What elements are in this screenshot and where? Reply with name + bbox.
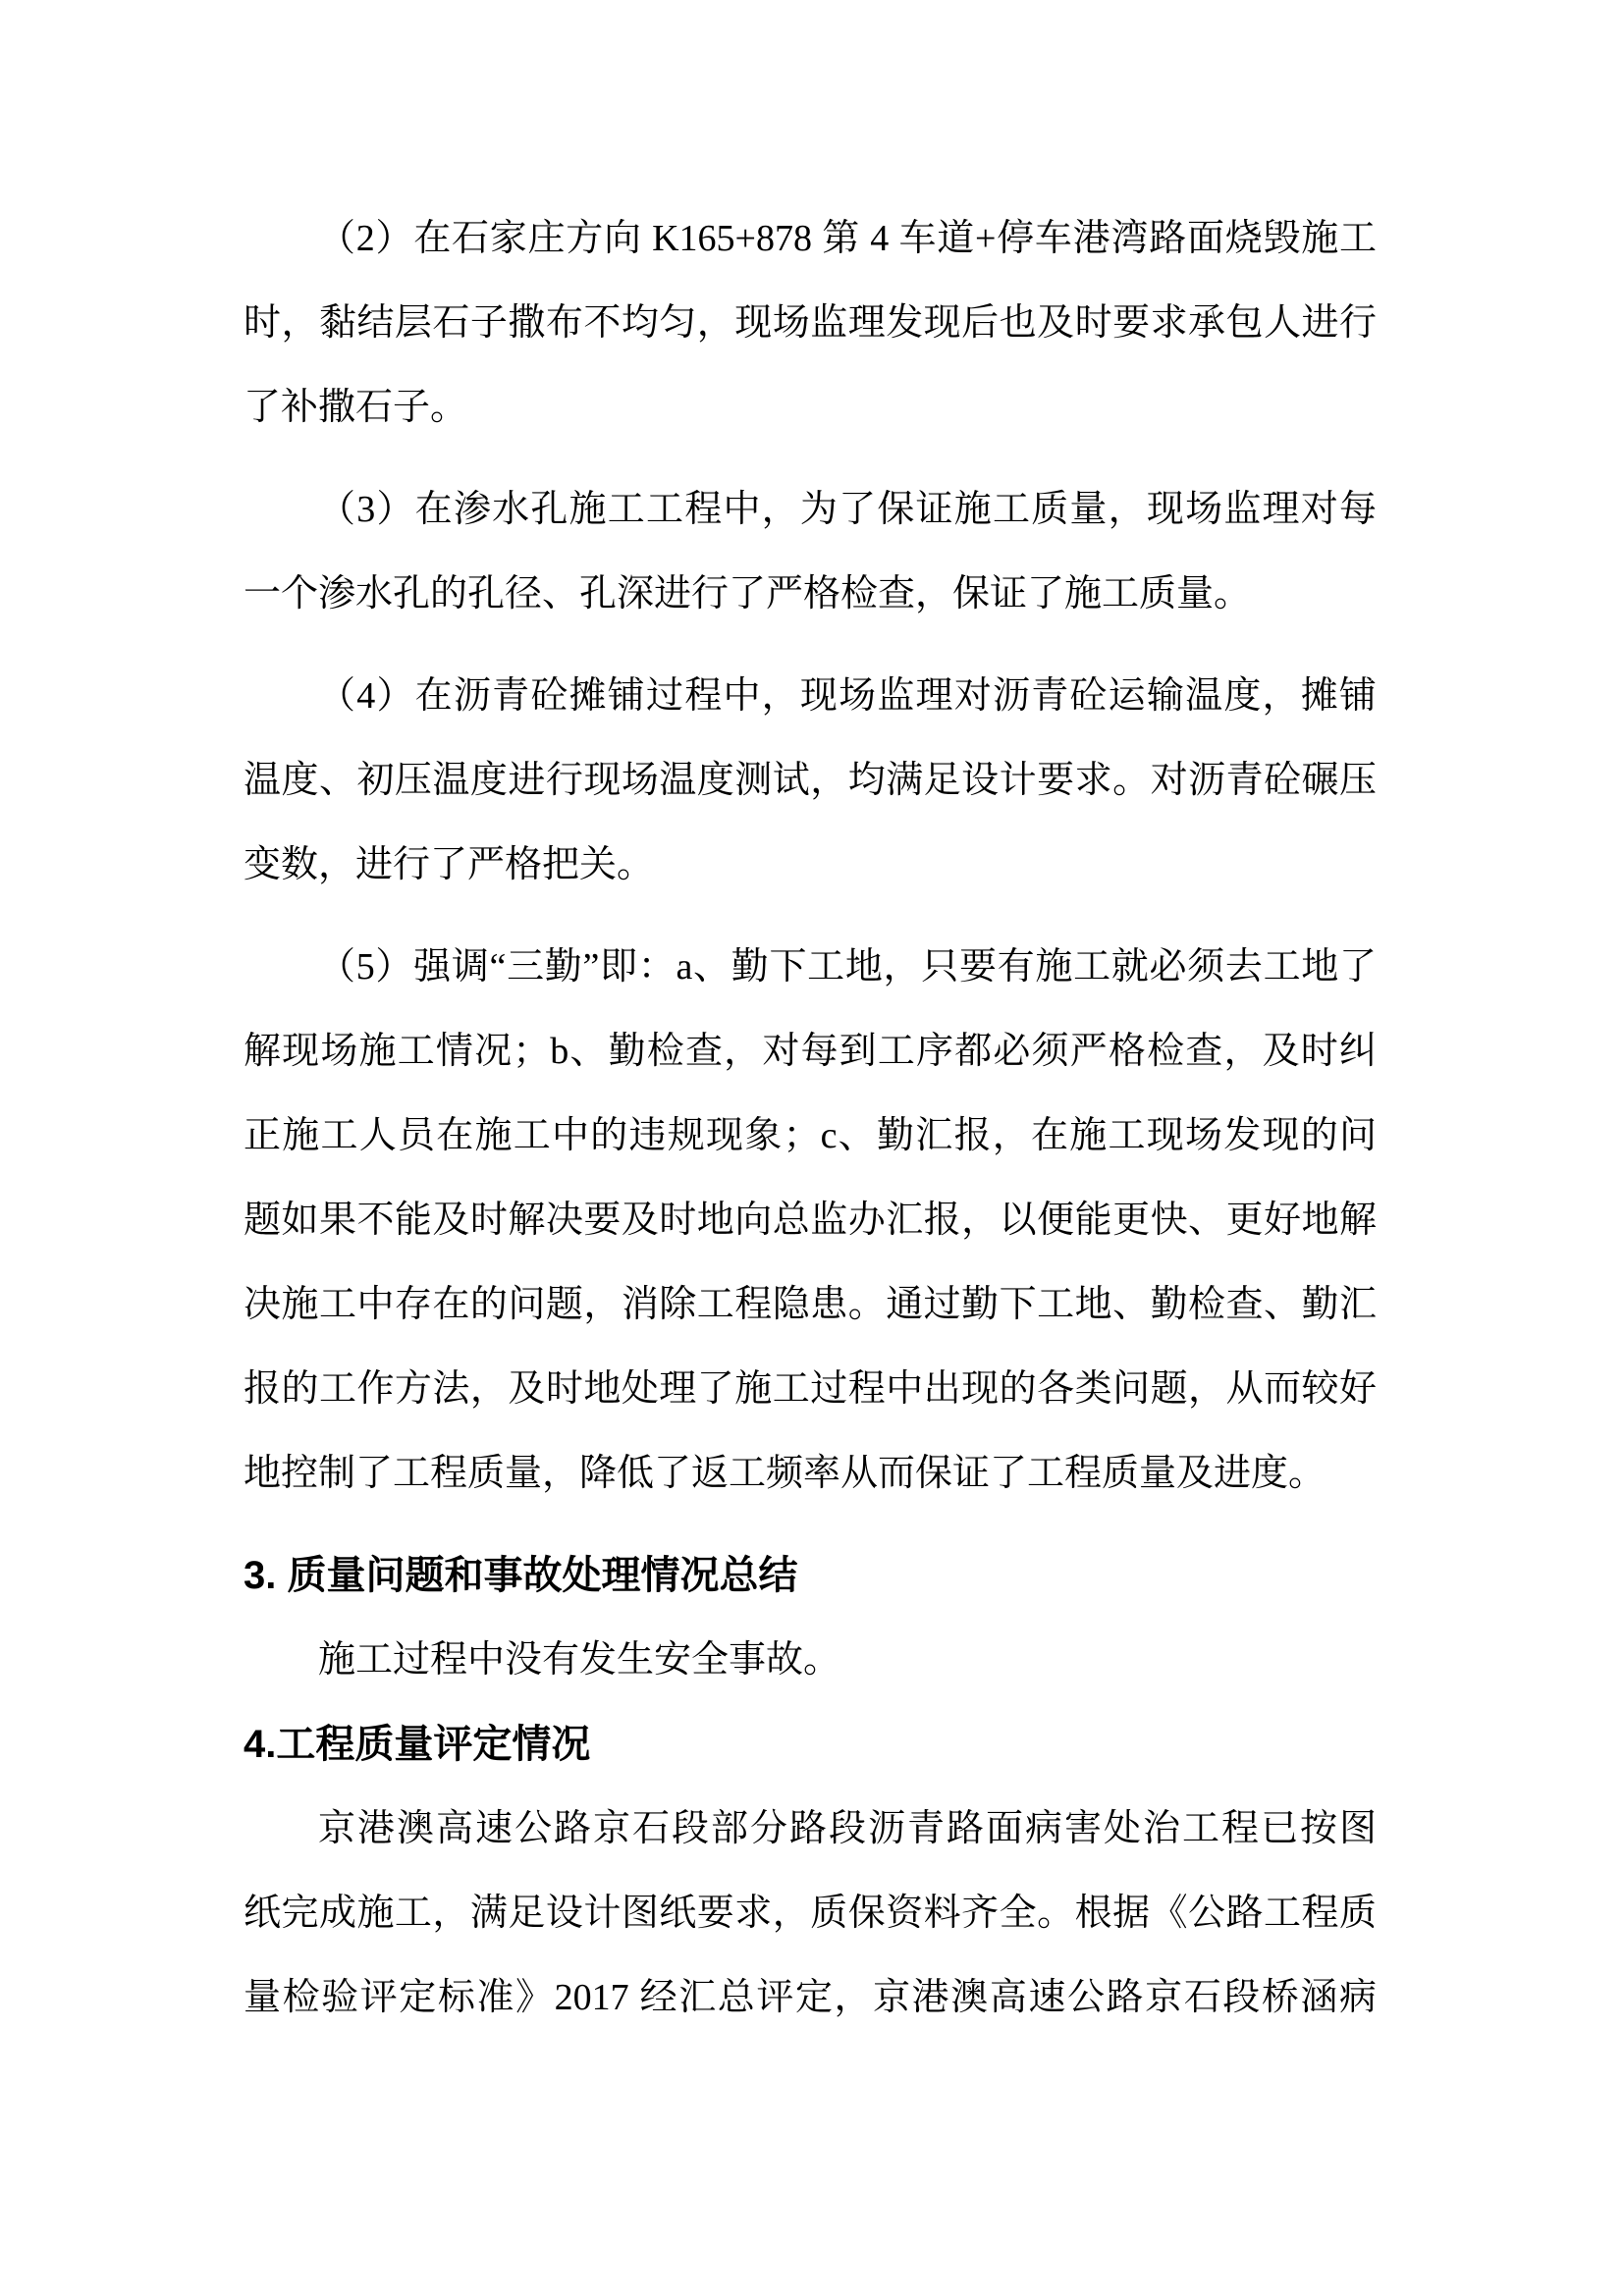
text-line: 温度、初压温度进行现场温度测试，均满足设计要求。对沥青砼碾压 xyxy=(244,760,1377,801)
safety-note-line: 施工过程中没有发生安全事故。 xyxy=(318,1639,841,1681)
text-line: 报的工作方法，及时地处理了施工过程中出现的各类问题，从而较好 xyxy=(244,1368,1377,1410)
paragraph-item-4 xyxy=(244,654,1377,907)
paragraph-item-5 xyxy=(244,925,1377,1516)
text-line: （3）在渗水孔施工工程中，为了保证施工质量，现场监理对每 xyxy=(318,489,1377,530)
text-line: （5）强调“三勤”即：a、勤下工地，只要有施工就必须去工地了 xyxy=(318,946,1377,988)
text-line: （2）在石家庄方向 K165+878 第 4 车道+停车港湾路面烧毁施工 xyxy=(318,218,1377,259)
text-line: 量检验评定标准》2017 经汇总评定，京港澳高速公路京石段桥涵病 xyxy=(244,1977,1377,2018)
section-3 xyxy=(244,1533,1377,1702)
text-line: 地控制了工程质量，降低了返工频率从而保证了工程质量及进度。 xyxy=(244,1453,1326,1494)
text-line: 题如果不能及时解决要及时地向总监办汇报，以便能更快、更好地解 xyxy=(244,1200,1377,1241)
text-line: 时，黏结层石子撒布不均匀，现场监理发现后也及时要求承包人进行 xyxy=(244,302,1377,344)
paragraph-item-3 xyxy=(244,467,1377,636)
text-line: 正施工人员在施工中的违规现象；c、勤汇报，在施工现场发现的问 xyxy=(244,1115,1377,1156)
text-line: （4）在沥青砼摊铺过程中，现场监理对沥青砼运输温度，摊铺 xyxy=(318,675,1377,717)
section-heading-3: 3. 质量问题和事故处理情况总结 xyxy=(244,1554,798,1597)
text-line: 京港澳高速公路京石段部分路段沥青路面病害处治工程已按图 xyxy=(318,1808,1377,1849)
text-line: 一个渗水孔的孔径、孔深进行了严格检查，保证了施工质量。 xyxy=(244,573,1252,614)
section-4 xyxy=(244,1702,1377,1787)
text-line: 决施工中存在的问题，消除工程隐患。通过勤下工地、勤检查、勤汇 xyxy=(244,1284,1377,1325)
text-line: 解现场施工情况；b、勤检查，对每到工序都必须严格检查，及时纠 xyxy=(244,1031,1377,1072)
paragraph-quality-evaluation xyxy=(244,1787,1377,2040)
paragraph-item-2 xyxy=(244,196,1377,450)
section-heading-4: 4.工程质量评定情况 xyxy=(244,1723,591,1766)
text-line: 变数，进行了严格把关。 xyxy=(244,844,655,885)
text-line: 纸完成施工，满足设计图纸要求，质保资料齐全。根据《公路工程质 xyxy=(244,1893,1377,1934)
text-line: 了补撒石子。 xyxy=(244,387,468,428)
